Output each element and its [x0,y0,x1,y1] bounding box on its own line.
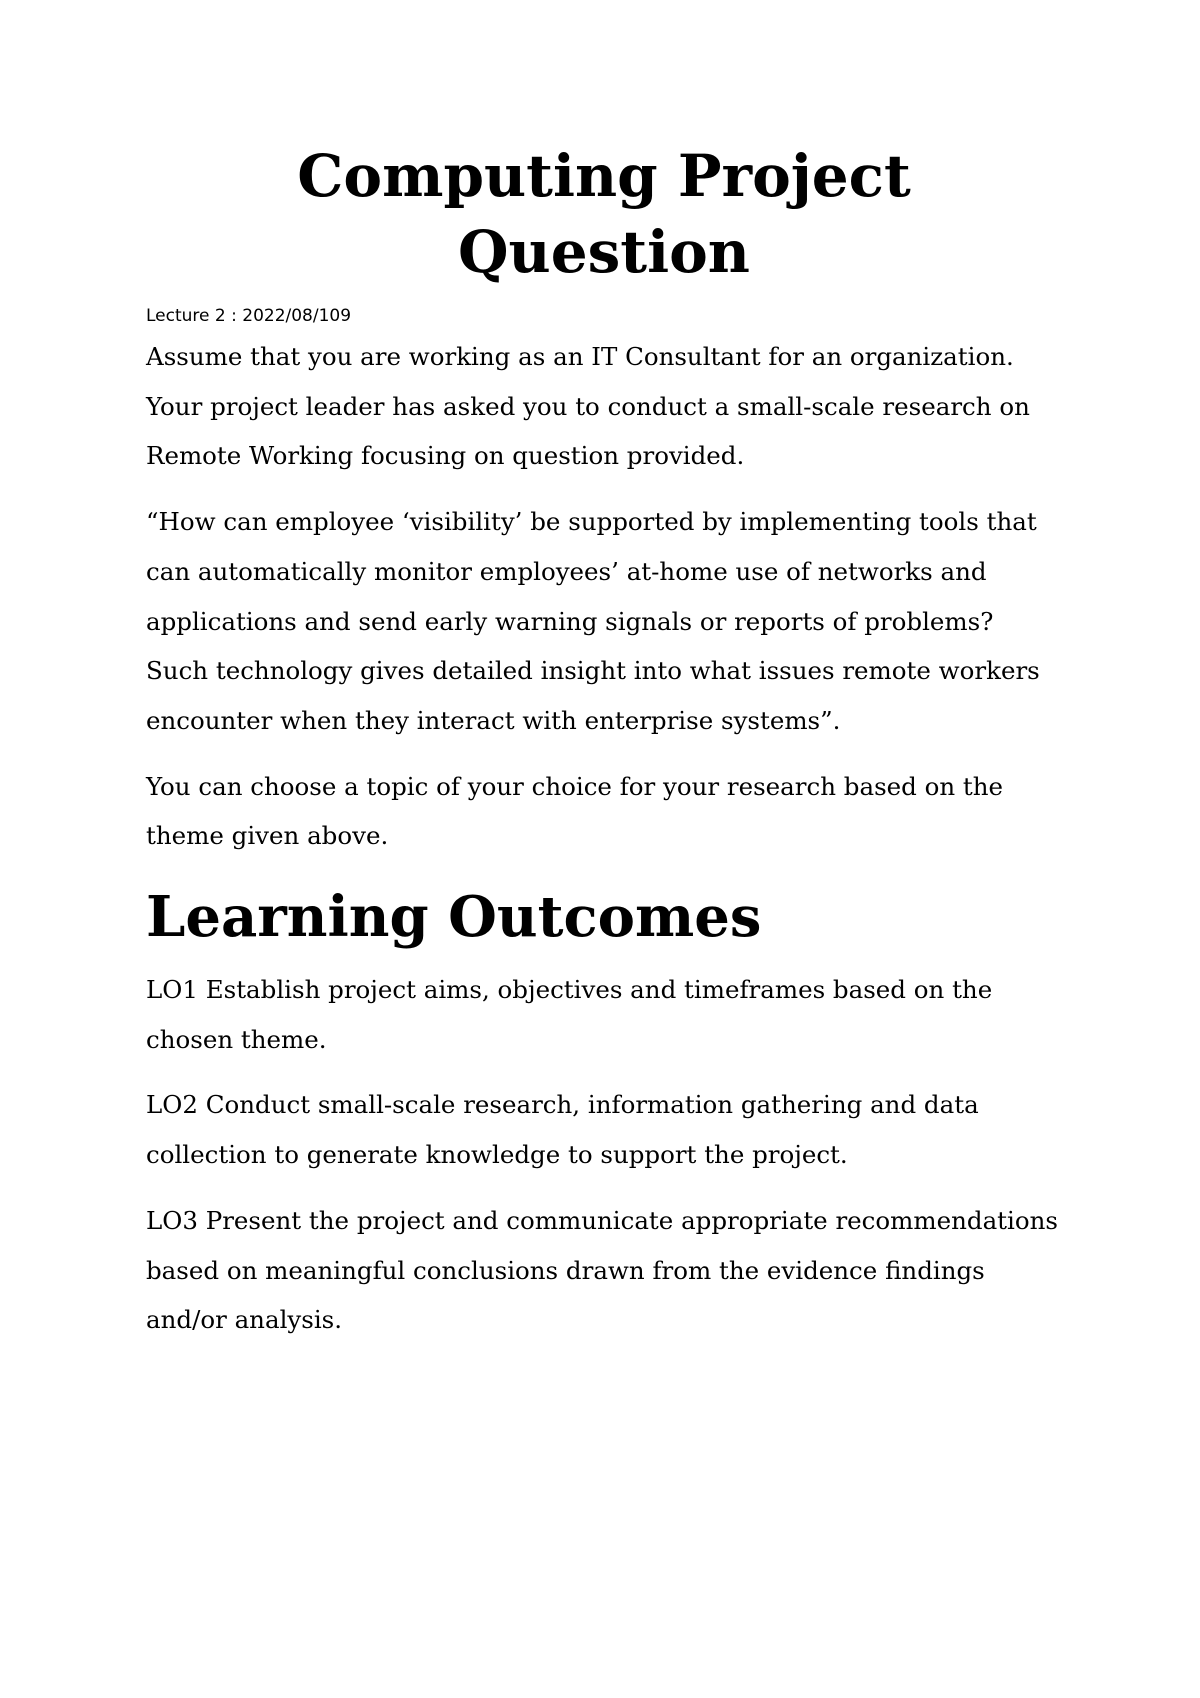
learning-outcome-lo3: LO3 Present the project and communicate appropriate recommendations based on meaningful conclusions drawn from the evidence findings and/or analysis. [146,1205,1058,1335]
document-title: Computing Project Question [297,142,911,286]
lecture-line: Lecture 2 : 2022/08/109 [146,306,352,326]
topic-choice-paragraph: You can choose a topic of your choice for your research based on the theme given above. [146,771,1004,851]
learning-outcome-lo1: LO1 Establish project aims, objectives and timeframes based on the chosen theme. [146,975,993,1054]
learning-outcome-lo2: LO2 Conduct small-scale research, information gathering and data collection to generate knowledge to support the project. [146,1090,979,1170]
learning-outcomes-heading: Learning Outcomes [146,884,762,951]
intro-paragraph: Assume that you are working as an IT Consultant for an organization. Your project leader has asked you to conduct a small-scale research on Remote Working focusing on question provided. [146,342,1030,471]
question-paragraph: “How can employee ‘visibility’ be supported by implementing tools that can automatically monitor employees’ at-home use of networks and applications and send early warning signals or reports of problems? Such technology gives detailed insight into what issues remote workers encounter when they interact with enterprise systems”. [146,507,1040,735]
